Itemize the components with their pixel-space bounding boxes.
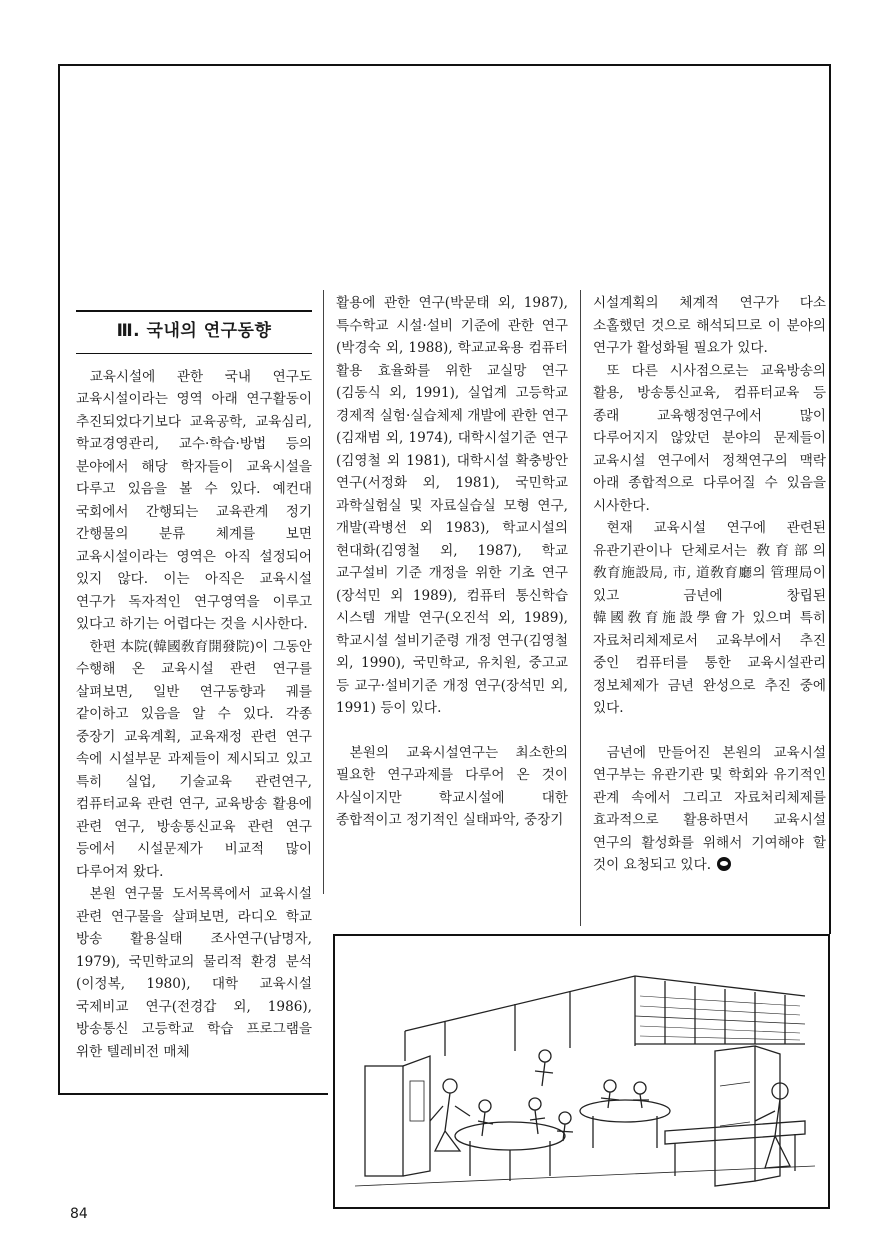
page-frame-right	[829, 64, 831, 934]
paragraph: 또 다른 시사점으로는 교육방송의 활용, 방송통신교육, 컴퓨터교육 등 종래 교육행정연구에서 많이 다루어지지 않았던 분야의 문제들이 교육시설 연구에서 정책연구의 맥락 아래 종합적으로 다루어질 수 있음을 시사한다.	[593, 362, 826, 514]
circle-end-mark-icon	[717, 857, 731, 871]
page-number: 84	[70, 1206, 88, 1222]
page-frame-top	[58, 64, 830, 66]
paragraph: 본원 연구물 도서목록에서 교육시설 관련 연구물을 살펴보면, 라디오 학교 방송 활용실태 조사연구(남명자, 1979), 국민학교의 물리적 환경 분석(이정복, 1980), 대학 교육시설 국제비교 연구(전경갑 외, 1986), 방송통신 고등학교 학습 프로그램을 위한 텔레비전 매체	[76, 886, 312, 1060]
classroom-sketch-icon	[333, 934, 830, 1209]
page-frame-bottom	[58, 1093, 328, 1095]
column-divider-1	[323, 290, 324, 894]
paragraph: 교육시설에 관한 국내 연구도 교육시설이라는 영역 아래 연구활동이 추진되었다기보다 교육공학, 교육심리, 학교경영관리, 교수·학습·방법 등의 분야에서 해당 학자들이 교육시설을 다루고 있음을 볼 수 있다. 예컨대 국회에서 간행되는 교육관계 정기 간행물의 분류 체계를 보면 교육시설이라는 영역은 아직 설정되어 있지 않다. 이는 아직은 교육시설 연구가 독자적인 연구영역을 이루고 있다고 하기는 어렵다는 것을 시사한다.	[76, 368, 312, 632]
paragraph-text: 금년에 만들어진 본원의 교육시설 연구부는 유관기관 및 학회와 유기적인 관계 속에서 그리고 자료처리체제를 효과적으로 활용하면서 교육시설 연구의 활성화를 위해서 기여해야 할 것이 요청되고 있다.	[593, 744, 826, 873]
paragraph-final	[593, 742, 826, 877]
column-2	[336, 292, 568, 832]
paragraph: 현재 교육시설 연구에 관련된 유관기관이나 단체로서는 敎育部의 敎育施設局, 市, 道敎育廳의 管理局이 있고 금년에 창립된 韓國敎育施設學會가 있으며 특히 자료처리체제로서 교육부에서 추진 중인 컴퓨터를 통한 교육시설관리 정보체제가 금년 완성으로 추진 중에 있다.	[593, 520, 826, 716]
paragraph: 시설계획의 체계적 연구가 다소 소홀했던 것으로 해석되므로 이 분야의 연구가 활성화될 필요가 있다.	[593, 295, 826, 356]
section-heading: Ⅲ. 국내의 연구동향	[116, 321, 272, 341]
paragraph: 본원의 교육시설연구는 최소한의 필요한 연구과제를 다루어 온 것이 사실이지만 학교시설에 대한 종합적이고 정기적인 실태파악, 중장기	[336, 744, 568, 828]
section-heading-box	[76, 310, 312, 354]
column-divider-2	[580, 290, 581, 926]
column-3	[593, 292, 826, 877]
page-frame-left	[58, 64, 60, 1094]
paragraph: 활용에 관한 연구(박문태 외, 1987), 특수학교 시설·설비 기준에 관한 연구(박경숙 외, 1988), 학교교육용 컴퓨터 활용 효율화를 위한 교실망 연구(김동식 외, 1991), 실업계 고등학교 경제적 실험·실습체제 개발에 관한 연구(김재범 외, 1974), 대학시설기준 연구(김영철 외 1981), 대학시설 확충방안 연구(서정화 외, 1981), 국민학교 과학실험실 및 자료실습실 모형 연구, 개발(곽병선 외 1983), 학교시설의 현대화(김영철 외, 1987), 학교 교구설비 기준 개정을 위한 기초 연구(장석민 외 1989), 컴퓨터 통신학습 시스템 개발 연구(오진석 외, 1989), 학교시설 설비기준령 개정 연구(김영철 외, 1990), 국민학교, 유치원, 중고교 등 교구·설비기준 개정 연구(장석민 외, 1991) 등이 있다.	[336, 295, 568, 716]
paragraph: 한편 本院(韓國敎育開發院)이 그동안 수행해 온 교육시설 관련 연구를 살펴보면, 일반 연구동향과 궤를 같이하고 있음을 알 수 있다. 각종 중장기 교육계획, 교육재정 관련 연구 속에 시설부문 과제들이 제시되고 있고 특히 실업, 기술교육 관련연구, 컴퓨터교육 관련 연구, 교육방송 활용에 관련 연구, 방송통신교육 관련 연구 등에서 시설문제가 비교적 많이 다루어져 왔다.	[76, 638, 312, 880]
column-1	[76, 310, 312, 1063]
